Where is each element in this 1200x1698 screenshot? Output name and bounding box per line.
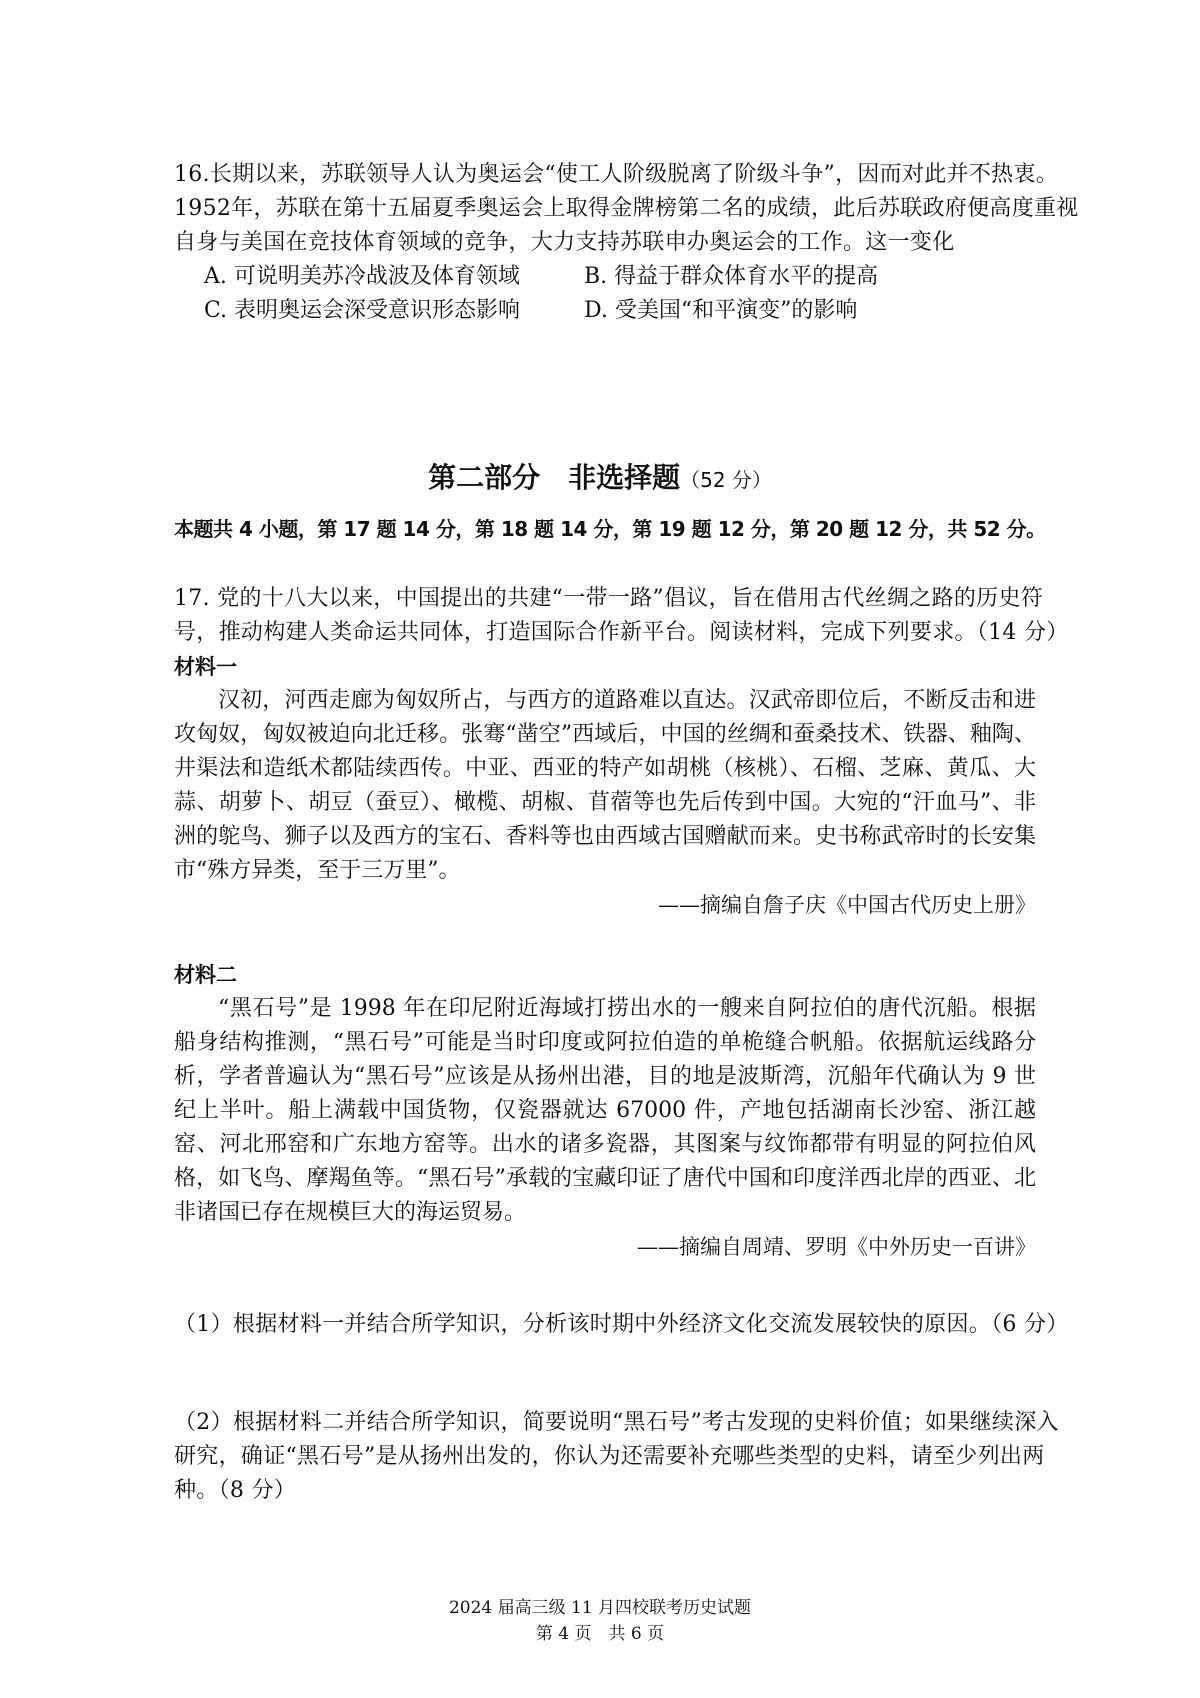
- q17-sub2-line: 种。（8 分）: [174, 1478, 297, 1503]
- q17-sub-question-1: （1）根据材料一并结合所学知识，分析该时期中外经济文化交流发展较快的原因。（6 分）: [174, 1312, 1069, 1337]
- material-2-label: 材料二: [174, 963, 237, 987]
- part2-score: （52 分）: [680, 468, 772, 492]
- material-1-text: 汉初，河西走廊为匈奴所占，与西方的道路难以直达。汉武帝即位后，不断反击和进攻匈奴，匈奴被迫向北迁移。张骞“凿空”西域后，中国的丝绸和蚕桑技术、铁器、釉陶、井渠法和造纸术都陆续西传。中亚、西亚的特产如胡桃（核桃）、石榴、芝麻、黄瓜、大蒜、胡萝卜、胡豆（蚕豆）、橄榄、胡椒、苜蓿等也先后传到中国。大宛的“汗血马”、非洲的鸵鸟、狮子以及西方的宝石、香料等也由西域古国赠献而来。史书称武帝时的长安集市“殊方异类，至于三万里”。: [174, 688, 1036, 883]
- material-1-label: 材料一: [174, 655, 237, 679]
- material-2-source: ——摘编自周靖、罗明《中外历史一百讲》: [637, 1235, 1036, 1259]
- footer-page-number: 第 4 页 共 6 页: [535, 1624, 665, 1644]
- q17-sub2-line: （2）根据材料二并结合所学知识，简要说明“黑石号”考古发现的史料价值；如果继续深入: [174, 1410, 1059, 1435]
- part2-title: [0, 456, 1200, 496]
- material-2-text: “黑石号”是 1998 年在印尼附近海域打捞出水的一艘来自阿拉伯的唐代沉船。根据船身结构推测，“黑石号”可能是当时印度或阿拉伯造的单桅缝合帆船。依据航运线路分析，学者普遍认为“黑石号”应该是从扬州出港，目的地是波斯湾，沉船年代确认为 9 世纪上半叶。船上满载中国货物，仅瓷器就达 67000 件，产地包括湖南长沙窑、浙江越窑、河北邢窑和广东地方窑等。出水的诸多瓷器，其图案与纹饰都带有明显的阿拉伯风格，如飞鸟、摩羯鱼等。“黑石号”承载的宝藏印证了唐代中国和印度洋西北岸的西亚、北非诸国已存在规模巨大的海运贸易。: [174, 996, 1036, 1225]
- q16-stem-line: 自身与美国在竞技体育领域的竞争，大力支持苏联申办奥运会的工作。这一变化: [174, 230, 955, 255]
- q17-stem-line: 号，推动构建人类命运共同体，打造国际合作新平台。阅读材料，完成下列要求。（14 分）: [174, 620, 1069, 645]
- q16-stem-line: 16.长期以来，苏联领导人认为奥运会“使工人阶级脱离了阶级斗争”，因而对此并不热衷。: [174, 162, 1059, 187]
- part2-note: 本题共 4 小题，第 17 题 14 分，第 18 题 14 分，第 19 题 12 分，第 20 题 12 分，共 52 分。: [174, 517, 1046, 541]
- q17-stem-line: 17. 党的十八大以来，中国提出的共建“一带一路”倡议，旨在借用古代丝绸之路的历史符: [174, 586, 1044, 611]
- part2-title-text: 第二部分 非选择题: [428, 461, 681, 494]
- question-17: [174, 582, 1069, 922]
- q16-stem-line: 1952年，苏联在第十五届夏季奥运会上取得金牌榜第二名的成绩，此后苏联政府便高度重视: [174, 196, 1079, 221]
- footer-exam-title: 2024 届高三级 11 月四校联考历史试题: [448, 1598, 752, 1618]
- material-2: [174, 958, 1036, 1264]
- q17-sub-question-2: [174, 1406, 1059, 1508]
- q16-option-d: D. 受美国“和平演变”的影响: [584, 298, 858, 323]
- question-16: [174, 158, 1079, 328]
- q16-option-b: B. 得益于群众体育水平的提高: [584, 264, 879, 289]
- q16-option-c: C. 表明奥运会深受意识形态影响: [204, 298, 521, 323]
- q16-options: [174, 260, 1036, 328]
- q17-sub2-line: 研究，确证“黑石号”是从扬州出发的，你认为还需要补充哪些类型的史料，请至少列出两: [174, 1444, 1045, 1469]
- material-1-source: ——摘编自詹子庆《中国古代历史上册》: [658, 893, 1036, 917]
- q16-option-a: A. 可说明美苏冷战波及体育领域: [204, 264, 520, 289]
